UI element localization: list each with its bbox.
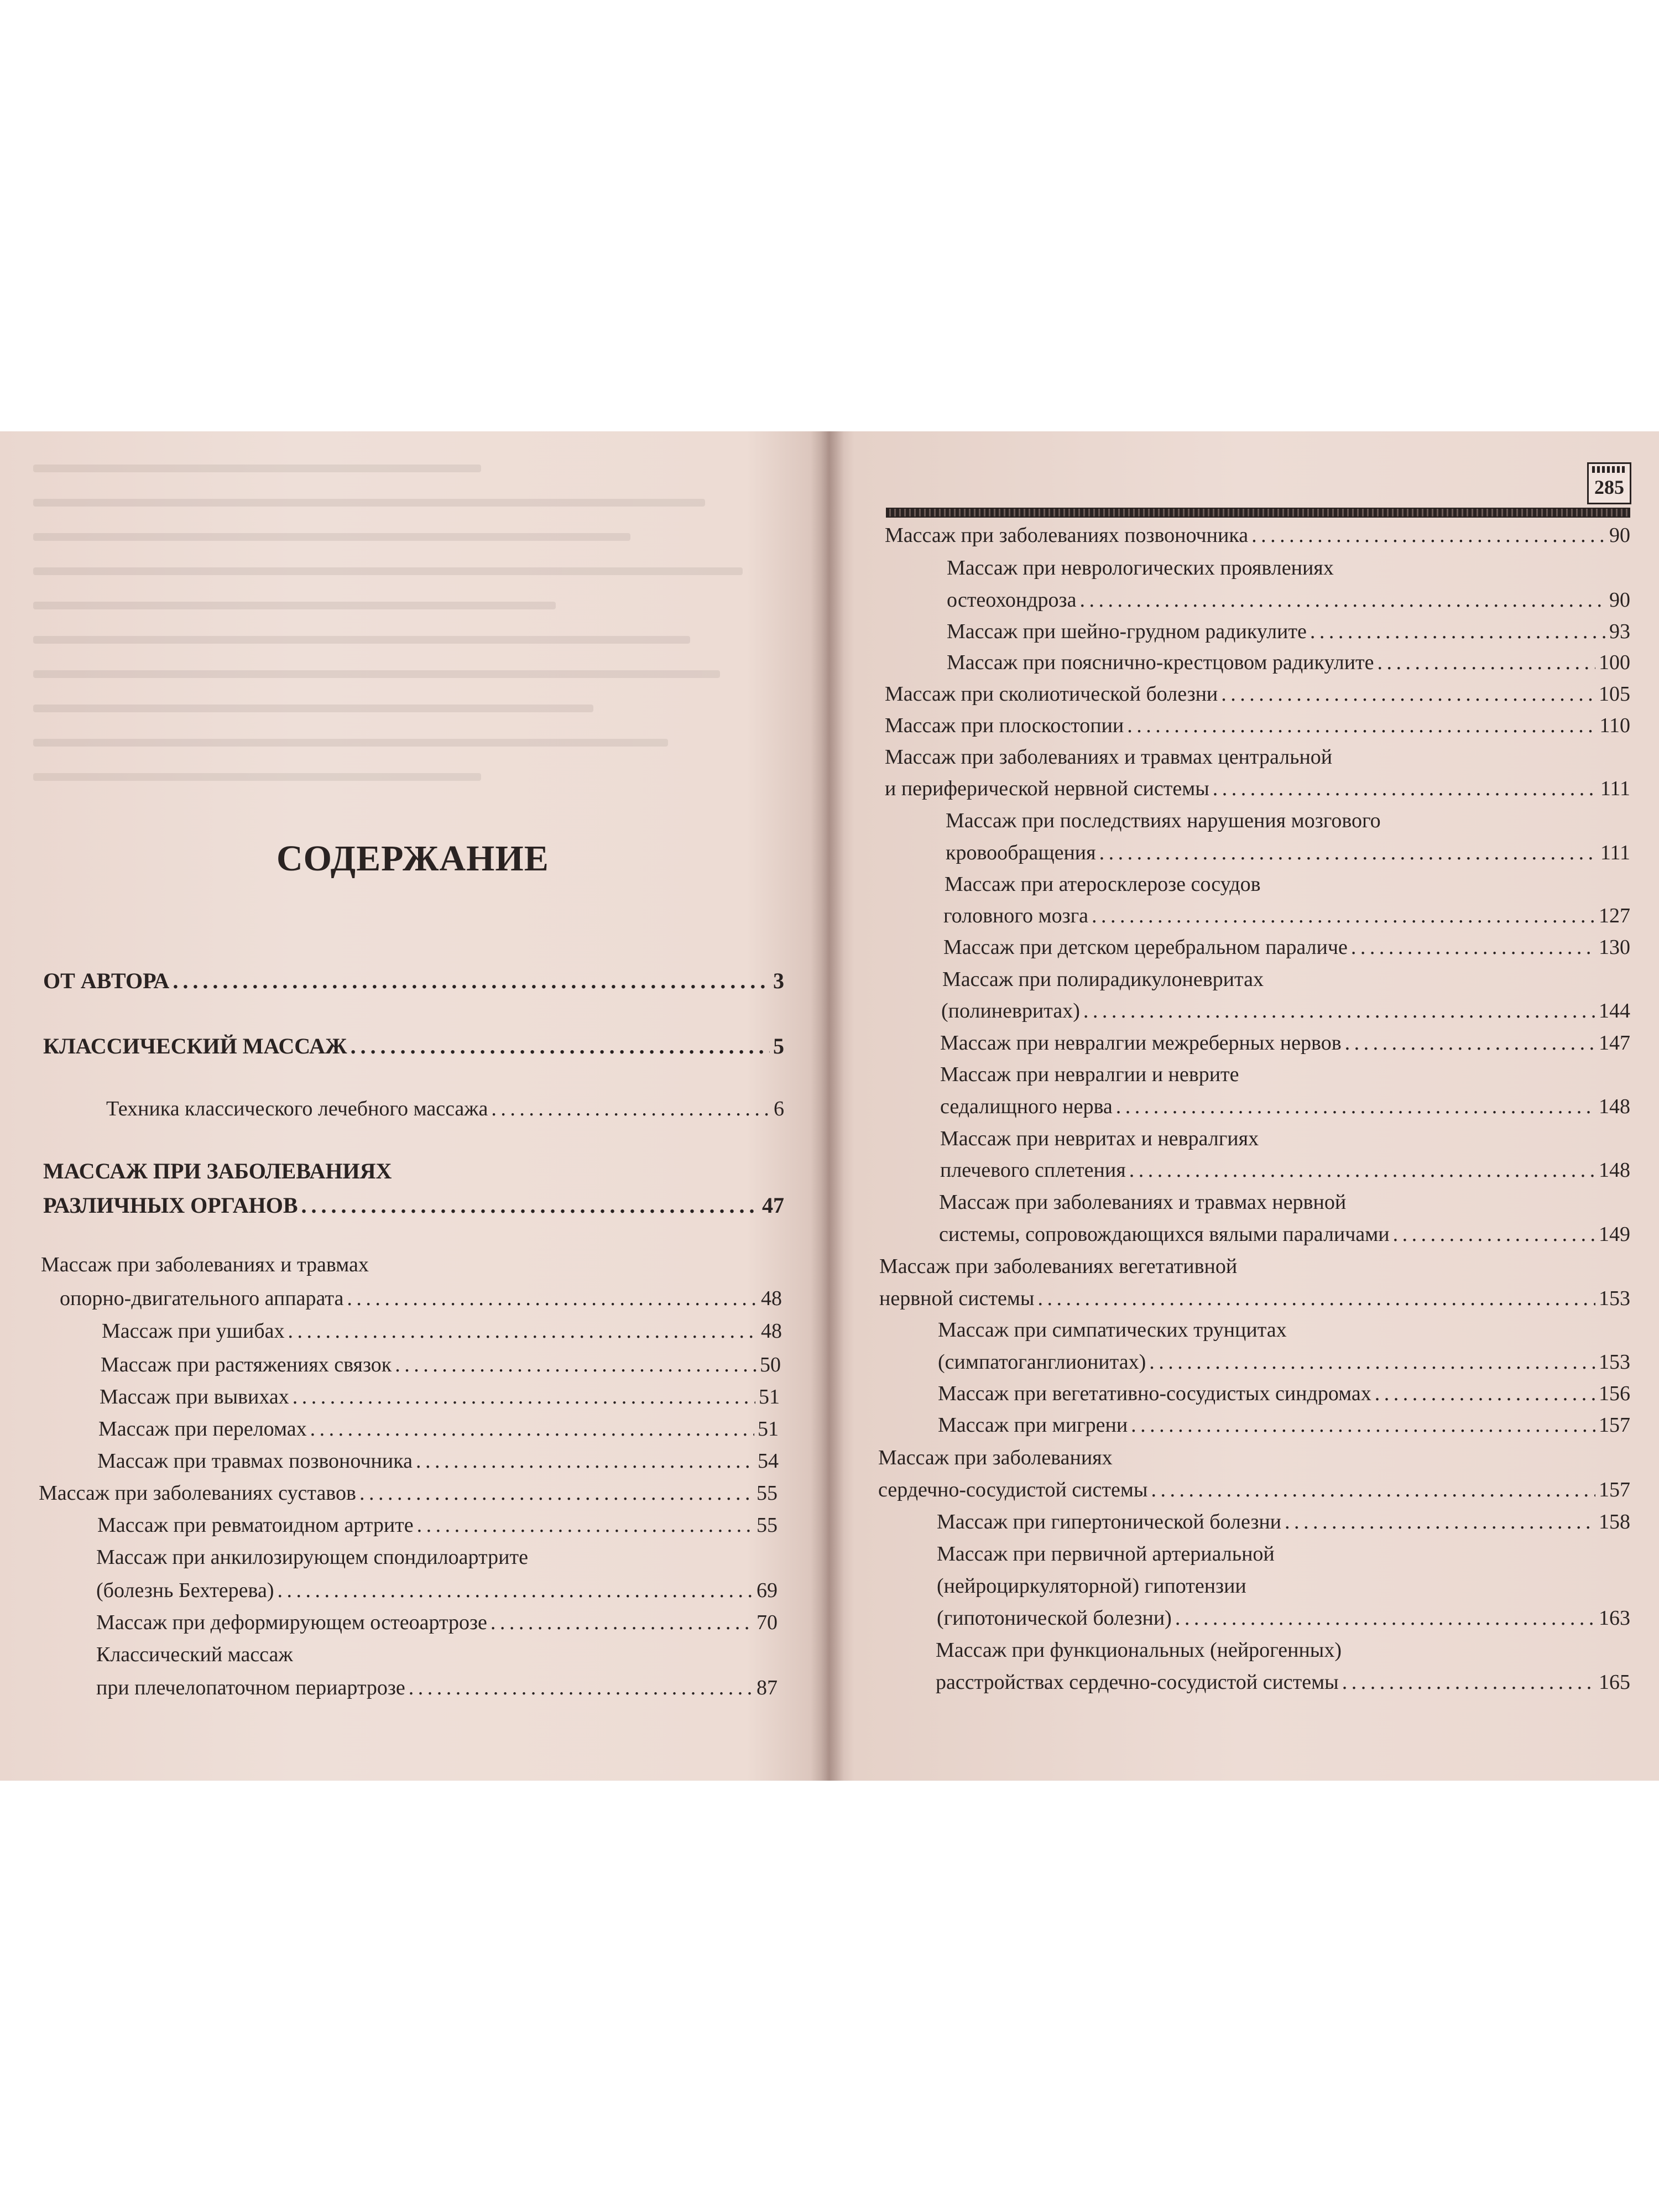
toc-entry: сердечно-сосудистой системы . . . 157 <box>878 1478 1630 1502</box>
ornament-icon <box>1592 466 1626 473</box>
toc-entry: Массаж при шейно-грудном радикулите . . . 93 <box>947 619 1630 644</box>
toc-entry: Массаж при ушибах . . . 48 <box>102 1319 782 1343</box>
toc-entry: Массаж при пояснично-крестцовом радикулите . . . 100 <box>947 650 1630 675</box>
toc-entry: Массаж при детском церебральном параличе . . . 130 <box>943 935 1630 959</box>
toc-entry-heading: Массаж при полирадикулоневритах <box>942 968 1264 991</box>
page-number-badge: 285 <box>1587 462 1631 504</box>
toc-entry-heading: Классический массаж <box>96 1643 293 1666</box>
toc-entry: седалищного нерва . . . 148 <box>940 1094 1630 1119</box>
toc-entry: (симпатоганглионитах) . . . 153 <box>938 1350 1630 1374</box>
toc-entry: ОТ АВТОРА . . . 3 <box>43 969 784 993</box>
toc-entry: (полиневритах) . . . 144 <box>941 999 1630 1023</box>
toc-entry-heading: (нейроциркуляторной) гипотензии <box>937 1574 1246 1598</box>
toc-entry-heading: Массаж при функциональных (нейрогенных) <box>936 1639 1342 1662</box>
toc-entry: Массаж при вегетативно-сосудистых синдромах . . . 156 <box>938 1381 1630 1406</box>
toc-entry-heading: Массаж при заболеваниях и травмах нервной <box>939 1191 1347 1214</box>
show-through-text <box>33 465 780 824</box>
toc-entry-heading: Массаж при последствиях нарушения мозгового <box>946 809 1381 832</box>
toc-entry-heading: Массаж при симпатических трунцитах <box>938 1318 1287 1342</box>
toc-entry-heading: Массаж при невритах и невралгиях <box>940 1127 1259 1150</box>
toc-entry-heading: Массаж при атеросклерозе сосудов <box>945 873 1261 896</box>
toc-entry: остеохондроза . . . 90 <box>947 588 1630 612</box>
toc-entry-heading: Массаж при неврологических проявлениях <box>947 556 1334 580</box>
toc-entry: Массаж при плоскостопии . . . 110 <box>885 713 1630 738</box>
toc-entry: плечевого сплетения . . . 148 <box>940 1158 1630 1182</box>
toc-entry: (болезнь Бехтерева) . . . 69 <box>96 1578 778 1603</box>
toc-entry: нервной системы . . . 153 <box>879 1286 1630 1311</box>
toc-entry: Массаж при заболеваниях суставов . . . 55 <box>39 1481 778 1505</box>
toc-entry-heading: Массаж при анкилозирующем спондилоартрите <box>96 1546 528 1569</box>
toc-entry: Массаж при растяжениях связок . . . 50 <box>101 1353 781 1377</box>
toc-entry: Техника классического лечебного массажа . . . 6 <box>106 1097 784 1121</box>
toc-entry: Массаж при ревматоидном артрите . . . 55 <box>97 1513 778 1537</box>
toc-entry: при плечелопаточном периартрозе . . . 87 <box>96 1676 778 1700</box>
toc-entry-heading: Массаж при заболеваниях и травмах центральной <box>885 745 1333 769</box>
toc-entry: кровообращения . . . 111 <box>946 841 1630 865</box>
toc-entry: головного мозга . . . 127 <box>943 904 1630 928</box>
toc-entry: Массаж при мигрени . . . 157 <box>938 1413 1630 1437</box>
toc-entry: КЛАССИЧЕСКИЙ МАССАЖ . . . 5 <box>43 1034 784 1058</box>
toc-entry: Массаж при заболеваниях позвоночника . . . 90 <box>885 523 1630 547</box>
toc-entry: Массаж при сколиотической болезни . . . 105 <box>885 682 1630 706</box>
toc-entry-heading: Массаж при заболеваниях <box>878 1446 1113 1469</box>
toc-entry-heading: МАССАЖ ПРИ ЗАБОЛЕВАНИЯХ <box>43 1159 392 1183</box>
toc-entry: Массаж при деформирующем остеоартрозе . . . 70 <box>96 1610 778 1635</box>
toc-entry: РАЗЛИЧНЫХ ОРГАНОВ . . . 47 <box>43 1193 784 1218</box>
toc-entry: Массаж при гипертонической болезни . . . 158 <box>937 1510 1630 1534</box>
toc-entry: расстройствах сердечно-сосудистой системы . . . 165 <box>936 1670 1630 1694</box>
toc-entry-heading: Массаж при заболеваниях вегетативной <box>879 1255 1238 1278</box>
header-rule <box>886 508 1630 518</box>
toc-entry: Массаж при вывихах . . . 51 <box>100 1385 780 1409</box>
toc-entry-heading: Массаж при заболеваниях и травмах <box>41 1253 369 1276</box>
toc-entry-heading: Массаж при первичной артериальной <box>937 1542 1275 1566</box>
toc-entry-heading: Массаж при невралгии и неврите <box>940 1063 1239 1086</box>
page-title: СОДЕРЖАНИЕ <box>276 838 549 879</box>
toc-entry: и периферической нервной системы . . . 111 <box>885 776 1630 801</box>
toc-entry: опорно-двигательного аппарата . . . 48 <box>60 1286 782 1311</box>
toc-entry: Массаж при невралгии межреберных нервов . . . 147 <box>940 1031 1630 1055</box>
toc-entry: Массаж при травмах позвоночника . . . 54 <box>97 1449 779 1473</box>
toc-entry: системы, сопровождающихся вялыми параличами . . . 149 <box>939 1222 1630 1246</box>
toc-entry: (гипотонической болезни) . . . 163 <box>937 1606 1630 1630</box>
toc-entry: Массаж при переломах . . . 51 <box>98 1417 779 1441</box>
book-gutter <box>811 431 844 1781</box>
